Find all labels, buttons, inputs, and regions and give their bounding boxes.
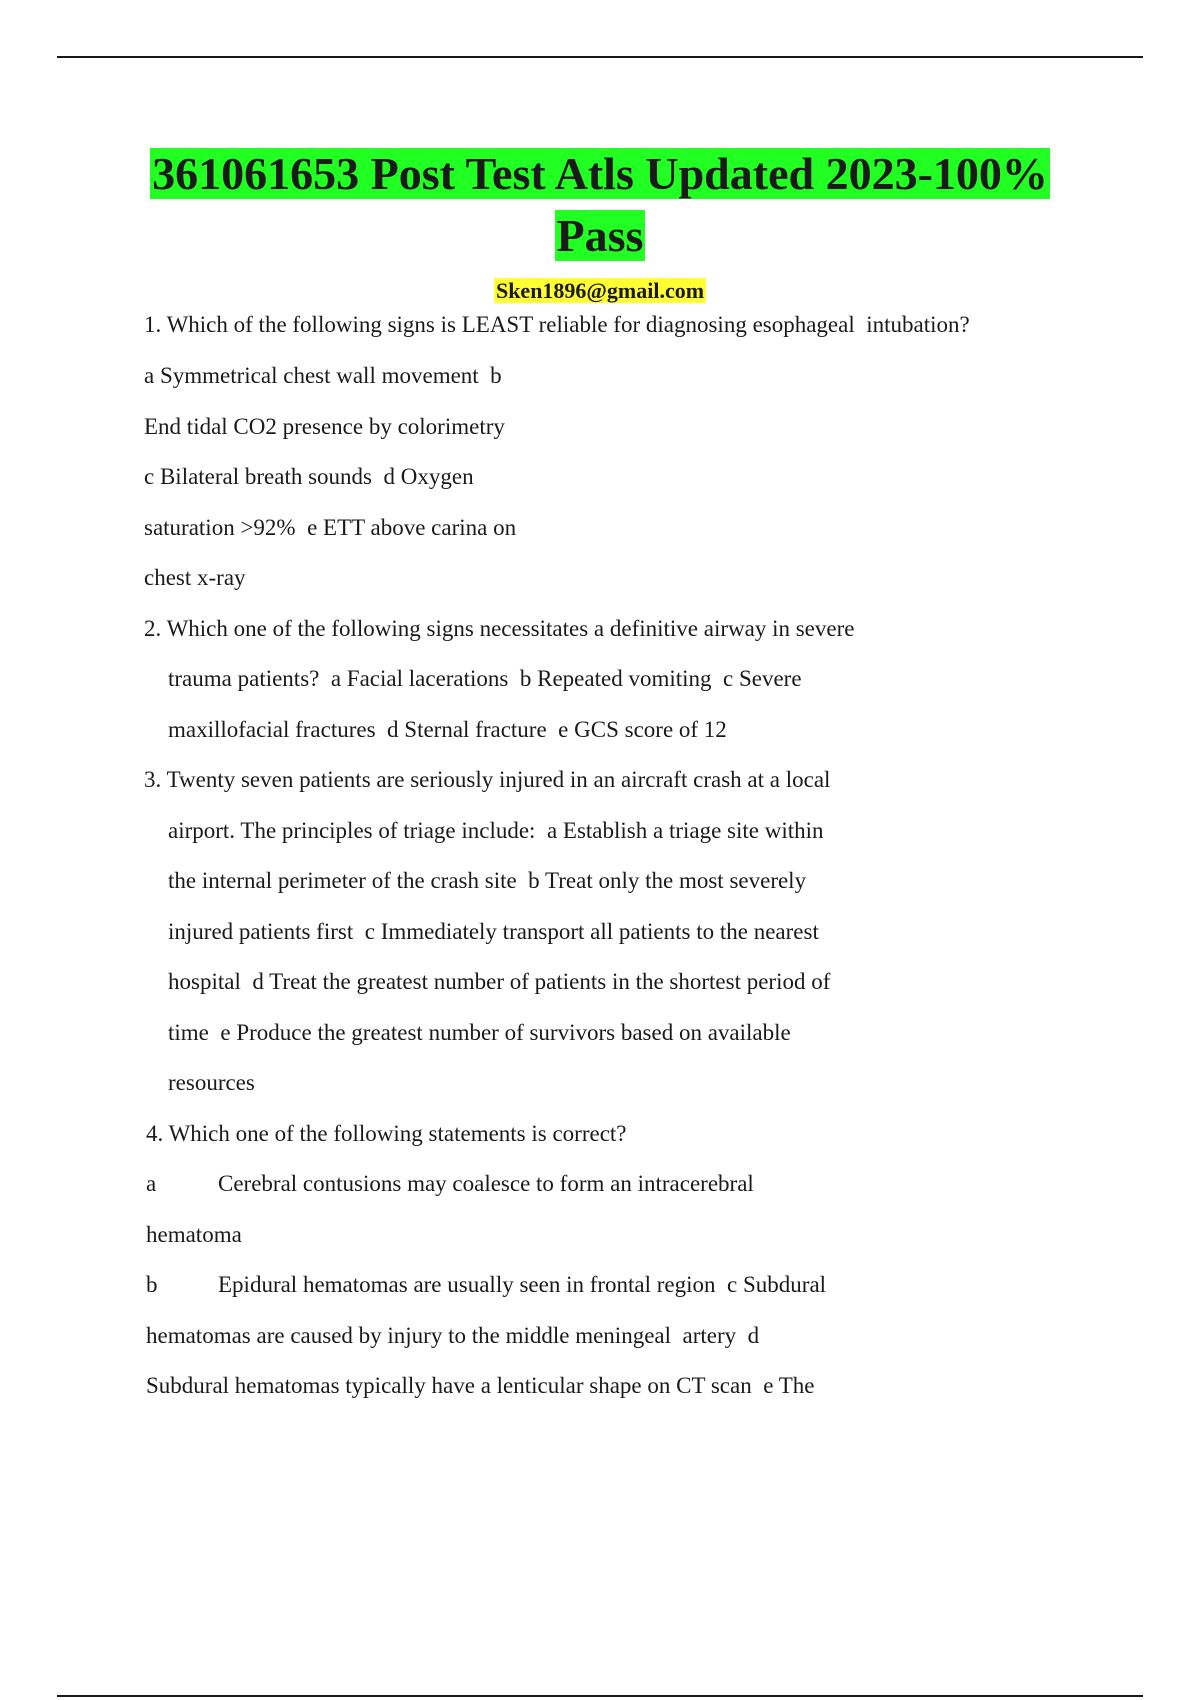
title-line-1: 361061653 Post Test Atls Updated 2023-100% (152, 148, 1048, 199)
question-3-line-4: injured patients first c Immediately transport all patients to the nearest (168, 919, 819, 944)
option-b-text: Epidural hematomas are usually seen in frontal region c Subdural (218, 1272, 827, 1297)
question-1-line-4: c Bilateral breath sounds d Oxygen (144, 464, 474, 489)
author-email-text: Sken1896@gmail.com (495, 278, 705, 303)
bottom-rule (57, 1695, 1143, 1697)
author-email (300, 276, 900, 306)
top-rule (57, 56, 1143, 58)
option-a-text: Cerebral contusions may coalesce to form an intracerebral (218, 1171, 754, 1196)
question-2-line-3: maxillofacial fractures d Sternal fracture e GCS score of 12 (168, 717, 727, 742)
question-3-line-7: resources (168, 1070, 255, 1095)
question-1-line-1: 1. Which of the following signs is LEAST reliable for diagnosing esophageal intubation? (144, 312, 970, 337)
question-4-line-5: hematomas are caused by injury to the middle meningeal artery d (146, 1323, 760, 1348)
document-title (100, 143, 1100, 267)
question-3-line-3: the internal perimeter of the crash site b Treat only the most severely (168, 868, 807, 893)
question-2-line-1: 2. Which one of the following signs necessitates a definitive airway in severe (144, 616, 855, 641)
question-1-line-2: a Symmetrical chest wall movement b (144, 363, 502, 388)
question-1-line-6: chest x-ray (144, 565, 246, 590)
question-4-line-3: hematoma (146, 1222, 242, 1247)
question-3-line-6: time e Produce the greatest number of survivors based on available (168, 1020, 791, 1045)
option-b-marker: b (146, 1272, 158, 1297)
question-1-line-3: End tidal CO2 presence by colorimetry (144, 414, 505, 439)
question-3-line-2: airport. The principles of triage include: a Establish a triage site within (168, 818, 824, 843)
question-3-line-5: hospital d Treat the greatest number of patients in the shortest period of (168, 969, 831, 994)
question-4-line-1: 4. Which one of the following statements is correct? (146, 1121, 627, 1146)
question-2-line-2: trauma patients? a Facial lacerations b Repeated vomiting c Severe (168, 666, 802, 691)
question-4-line-6: Subdural hematomas typically have a lenticular shape on CT scan e The (146, 1373, 815, 1398)
question-1-line-5: saturation >92% e ETT above carina on (144, 515, 517, 540)
option-a-marker: a (146, 1171, 157, 1196)
title-line-2: Pass (556, 210, 644, 261)
question-3-line-1: 3. Twenty seven patients are seriously injured in an aircraft crash at a local (144, 767, 831, 792)
